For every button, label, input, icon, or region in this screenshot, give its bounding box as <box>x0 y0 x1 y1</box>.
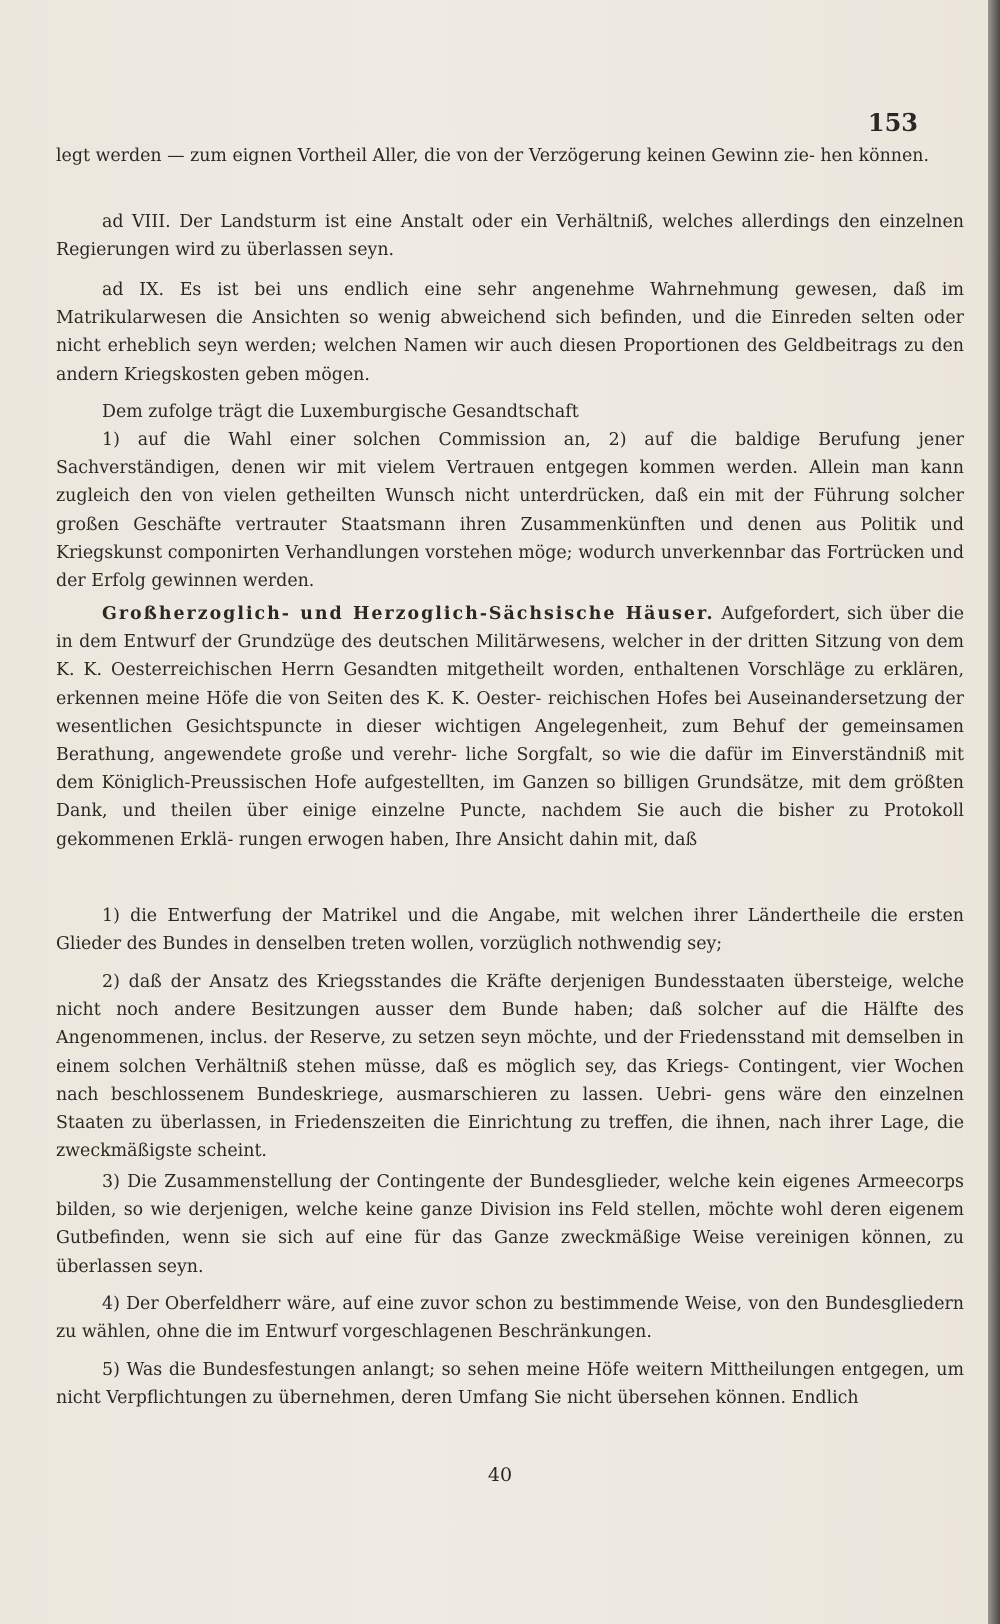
paragraph: 4) Der Oberfeldherr wäre, auf eine zuvor schon zu bestimmende Weise, von den Bundesgliedern zu wählen, ohne die im Entwurf vorgeschlagenen Beschränkungen. <box>56 1294 964 1343</box>
page-edge-shadow <box>988 0 1000 1624</box>
paragraph-point-2 <box>56 968 964 1165</box>
page-number: 153 <box>867 108 918 137</box>
paragraph-point-5 <box>56 1356 964 1412</box>
paragraph: Dem zufolge trägt die Luxemburgische Gesandtschaft <box>102 402 579 422</box>
paragraph: Aufgefordert, sich über die in dem Entwurf der Grundzüge des deutschen Militärwesens, welcher in der dritten Sitzung von dem K. K. Oesterreichischen Herrn Gesandten mitgetheilt worden, enthaltenen Vorschläge zu erklären, erkennen meine Höfe die von Seiten des K. K. Oester- reichischen Hofes bei Auseinandersetzung der wesentlichen Gesichtspuncte in dieser wichtigen Angelegenheit, zum Behuf der gemeinsamen Berathung, angewendete große und verehr- liche Sorgfalt, so wie die dafür im Einverständniß mit dem Königlich-Preussischen Hofe aufgestellten, im Ganzen so billigen Grundsätze, mit dem größten Dank, und theilen über einige einzelne Puncte, nachdem Sie auch die bisher zu Protokoll gekommenen Erklä- rungen erwogen haben, Ihre Ansicht dahin mit, daß <box>56 604 964 850</box>
paragraph-saxon-houses <box>56 600 964 854</box>
paragraph-proposal-1 <box>56 426 964 595</box>
paragraph: 1) auf die Wahl einer solchen Commission an, 2) auf die baldige Berufung jener Sachverständigen, denen wir mit vielem Vertrauen entgegen kommen werden. Allein man kann zugleich den von vielen getheilten Wunsch nicht unterdrücken, daß ein mit der Führung solcher großen Geschäfte vertrauter Staatsmann ihren Zusammenkünften und denen aus Politik und Kriegskunst componirten Verhandlungen vorstehen möge; wodurch unverkennbar das Fortrücken und der Erfolg gewinnen werden. <box>56 430 964 592</box>
paragraph: 5) Was die Bundesfestungen anlangt; so sehen meine Höfe weitern Mittheilungen entgegen, um nicht Verpflichtungen zu übernehmen, deren Umfang Sie nicht übersehen können. Endlich <box>56 1360 964 1409</box>
paragraph-ad-viii <box>56 208 964 264</box>
paragraph-luxemburg <box>56 398 964 426</box>
paragraph: ad IX. Es ist bei uns endlich eine sehr angenehme Wahrnehmung gewesen, daß im Matrikularwesen die Ansichten so wenig abweichend sich befinden, und die Einreden selten oder nicht erheblich seyn werden; welchen Namen wir auch diesen Proportionen des Geldbeitrags zu den andern Kriegskosten geben mögen. <box>56 280 964 385</box>
paragraph-ad-ix <box>56 276 964 389</box>
paragraph-point-1 <box>56 902 964 958</box>
paragraph: 3) Die Zusammenstellung der Contingente der Bundesglieder, welche kein eigenes Armeecorps bilden, so wie derjenigen, welche keine ganze Division ins Feld stellen, möchte wohl deren eigenem Gutbefinden, wenn sie sich auf eine für das Ganze zweckmäßige Weise vereinigen können, zu überlassen seyn. <box>56 1172 964 1277</box>
paragraph-point-4 <box>56 1290 964 1346</box>
paragraph-point-3 <box>56 1168 964 1281</box>
paragraph-continuation <box>56 142 964 170</box>
paragraph: ad VIII. Der Landsturm ist eine Anstalt oder ein Verhältniß, welches allerdings den einzelnen Regierungen wird zu überlassen seyn. <box>56 212 964 261</box>
section-heading: Großherzoglich- und Herzoglich-Sächsische Häuser. <box>102 604 715 624</box>
paragraph: legt werden — zum eignen Vortheil Aller, die von der Verzögerung keinen Gewinn zie- hen können. <box>56 146 930 166</box>
paragraph: 2) daß der Ansatz des Kriegsstandes die Kräfte derjenigen Bundesstaaten übersteige, welche nicht noch andere Besitzungen ausser dem Bunde haben; daß solcher auf die Hälfte des Angenommenen, inclus. der Reserve, zu setzen seyn möchte, und der Friedensstand mit demselben in einem solchen Verhältniß stehen müsse, daß es möglich sey, das Kriegs- Contingent, vier Wochen nach beschlossenem Bundeskriege, ausmarschieren zu lassen. Uebri- gens wäre den einzelnen Staaten zu überlassen, in Friedenszeiten die Einrichtung zu treffen, die ihnen, nach ihrer Lage, die zweckmäßigste scheint. <box>56 972 964 1162</box>
paragraph: 1) die Entwerfung der Matrikel und die Angabe, mit welchen ihrer Ländertheile die ersten Glieder des Bundes in denselben treten wollen, vorzüglich nothwendig sey; <box>56 906 964 955</box>
signature-mark: 40 <box>487 1464 513 1486</box>
